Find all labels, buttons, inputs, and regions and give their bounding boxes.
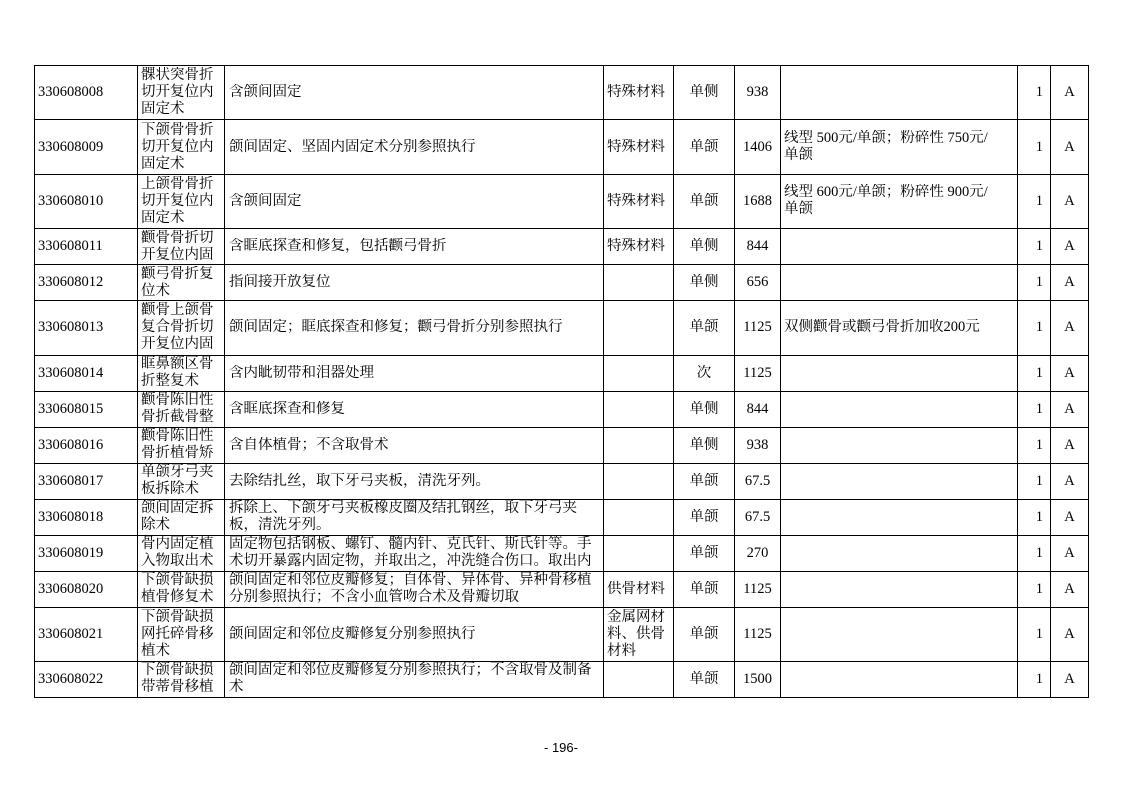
item-code-text: 330608022 <box>38 670 104 687</box>
price-cell <box>735 391 781 427</box>
pricing-unit-text: 单颌 <box>689 138 719 155</box>
item-name-text: 下颌骨骨折切开复位内固定术 <box>141 121 214 172</box>
item-code-cell <box>35 229 138 265</box>
item-content-cell <box>225 265 604 301</box>
remarks-cell <box>781 427 1018 463</box>
price-cell <box>735 661 781 697</box>
item-name-cell <box>138 66 225 120</box>
price-cell <box>735 571 781 607</box>
price-text: 656 <box>746 274 769 291</box>
price-text: 1688 <box>743 192 772 209</box>
category-flag-text: 1 <box>1035 138 1043 155</box>
grade-text: A <box>1064 192 1075 209</box>
table-row <box>35 607 1089 661</box>
excluded-content-cell <box>604 463 674 499</box>
grade-cell <box>1051 391 1089 427</box>
price-cell <box>735 66 781 120</box>
table-row <box>35 427 1089 463</box>
pricing-unit-cell <box>674 661 735 697</box>
grade-text: A <box>1064 84 1075 101</box>
category-flag-text: 1 <box>1035 472 1043 489</box>
item-code-text: 330608009 <box>38 138 104 155</box>
table-row <box>35 66 1089 120</box>
category-flag-text: 1 <box>1035 192 1043 209</box>
item-content-text: 固定物包括钢板、螺钉、髓内针、克氏针、斯氏针等。手术切开暴露内固定物，并取出之，冲洗缝合伤口。取出内 <box>229 536 592 570</box>
category-flag-cell <box>1018 571 1051 607</box>
item-code-cell <box>35 174 138 228</box>
price-cell <box>735 265 781 301</box>
category-flag-cell <box>1018 391 1051 427</box>
pricing-unit-text: 单侧 <box>689 400 719 417</box>
price-text: 67.5 <box>744 472 771 489</box>
item-name-cell <box>138 174 225 228</box>
remarks-text: 双侧颧骨或颧弓骨折加收200元 <box>784 319 980 336</box>
category-flag-cell <box>1018 229 1051 265</box>
table-row <box>35 229 1089 265</box>
remarks-text: 线型 500元/单颌；粉碎性 750元/单颌 <box>784 130 988 164</box>
item-content-text: 去除结扎丝，取下牙弓夹板，清洗牙列。 <box>229 472 490 489</box>
category-flag-cell <box>1018 66 1051 120</box>
category-flag-text: 1 <box>1035 544 1043 561</box>
price-text: 1125 <box>743 319 772 336</box>
grade-text: A <box>1064 472 1075 489</box>
item-code-text: 330608019 <box>38 544 104 561</box>
grade-cell <box>1051 463 1089 499</box>
item-name-cell <box>138 499 225 535</box>
pricing-unit-cell <box>674 607 735 661</box>
item-name-text: 单颌牙弓夹板拆除术 <box>141 464 214 498</box>
remarks-cell <box>781 120 1018 174</box>
item-content-text: 颌间固定和邻位皮瓣修复；自体骨、异体骨、异种骨移植分别参照执行；不含小血管吻合术及骨瓣切取 <box>229 572 592 606</box>
remarks-cell <box>781 661 1018 697</box>
pricing-unit-cell <box>674 229 735 265</box>
item-content-cell <box>225 499 604 535</box>
price-cell <box>735 229 781 265</box>
item-name-cell <box>138 607 225 661</box>
table-row <box>35 661 1089 697</box>
item-code-text: 330608015 <box>38 400 104 417</box>
grade-cell <box>1051 535 1089 571</box>
excluded-content-cell <box>604 499 674 535</box>
remarks-cell <box>781 499 1018 535</box>
item-name-text: 眶鼻额区骨折整复术 <box>141 356 214 390</box>
pricing-unit-cell <box>674 301 735 355</box>
grade-cell <box>1051 66 1089 120</box>
price-cell <box>735 120 781 174</box>
price-text: 844 <box>746 238 769 255</box>
category-flag-cell <box>1018 174 1051 228</box>
excluded-content-cell <box>604 661 674 697</box>
excluded-content-text: 特殊材料 <box>607 192 665 209</box>
grade-cell <box>1051 355 1089 391</box>
price-text: 1125 <box>743 625 772 642</box>
item-name-cell <box>138 120 225 174</box>
price-text: 844 <box>746 400 769 417</box>
item-name-text: 骨内固定植入物取出术 <box>141 536 214 570</box>
item-code-text: 330608018 <box>38 508 104 525</box>
item-code-cell <box>35 66 138 120</box>
pricing-unit-text: 单侧 <box>689 436 719 453</box>
grade-cell <box>1051 174 1089 228</box>
grade-cell <box>1051 229 1089 265</box>
item-code-cell <box>35 265 138 301</box>
item-content-cell <box>225 607 604 661</box>
grade-cell <box>1051 607 1089 661</box>
pricing-unit-text: 单颌 <box>689 670 719 687</box>
category-flag-text: 1 <box>1035 84 1043 101</box>
remarks-cell <box>781 391 1018 427</box>
item-code-cell <box>35 427 138 463</box>
item-content-text: 含自体植骨；不含取骨术 <box>229 436 389 453</box>
item-name-cell <box>138 265 225 301</box>
grade-text: A <box>1064 508 1075 525</box>
grade-text: A <box>1064 238 1075 255</box>
grade-text: A <box>1064 580 1075 597</box>
item-name-text: 髁状突骨折切开复位内固定术 <box>141 67 214 118</box>
price-cell <box>735 535 781 571</box>
category-flag-text: 1 <box>1035 319 1043 336</box>
category-flag-cell <box>1018 355 1051 391</box>
item-name-text: 下颌骨缺损带蒂骨移植 <box>141 662 214 696</box>
price-text: 1500 <box>743 670 772 687</box>
item-content-cell <box>225 229 604 265</box>
item-content-cell <box>225 301 604 355</box>
grade-text: A <box>1064 138 1075 155</box>
item-name-text: 下颌骨缺损植骨修复术 <box>141 572 214 606</box>
category-flag-text: 1 <box>1035 670 1043 687</box>
grade-cell <box>1051 571 1089 607</box>
item-content-cell <box>225 535 604 571</box>
pricing-unit-text: 单颌 <box>689 544 719 561</box>
grade-cell <box>1051 120 1089 174</box>
category-flag-text: 1 <box>1035 238 1043 255</box>
excluded-content-text: 特殊材料 <box>607 138 665 155</box>
category-flag-text: 1 <box>1035 436 1043 453</box>
grade-text: A <box>1064 436 1075 453</box>
grade-text: A <box>1064 274 1075 291</box>
category-flag-cell <box>1018 535 1051 571</box>
item-content-text: 颌间固定和邻位皮瓣修复分别参照执行 <box>229 625 476 642</box>
item-content-cell <box>225 571 604 607</box>
item-name-text: 颧骨陈旧性骨折截骨整 <box>141 392 214 426</box>
pricing-unit-text: 单颌 <box>689 192 719 209</box>
item-name-text: 颧骨上颌骨复合骨折切开复位内固 <box>141 302 214 353</box>
item-content-cell <box>225 463 604 499</box>
price-text: 1125 <box>743 580 772 597</box>
page-number: - 196- <box>544 740 578 755</box>
item-content-cell <box>225 355 604 391</box>
category-flag-cell <box>1018 661 1051 697</box>
item-name-text: 颧骨骨折切开复位内固 <box>141 229 214 263</box>
pricing-unit-cell <box>674 355 735 391</box>
item-code-cell <box>35 355 138 391</box>
table-row <box>35 535 1089 571</box>
grade-cell <box>1051 661 1089 697</box>
remarks-cell <box>781 463 1018 499</box>
grade-text: A <box>1064 670 1075 687</box>
pricing-unit-cell <box>674 120 735 174</box>
excluded-content-cell <box>604 607 674 661</box>
category-flag-text: 1 <box>1035 625 1043 642</box>
item-content-text: 指间接开放复位 <box>229 274 331 291</box>
pricing-unit-text: 次 <box>696 364 712 381</box>
category-flag-cell <box>1018 265 1051 301</box>
price-cell <box>735 301 781 355</box>
item-name-text: 上颌骨骨折切开复位内固定术 <box>141 175 214 226</box>
excluded-content-cell <box>604 66 674 120</box>
category-flag-cell <box>1018 499 1051 535</box>
category-flag-text: 1 <box>1035 274 1043 291</box>
category-flag-cell <box>1018 427 1051 463</box>
pricing-unit-text: 单颌 <box>689 625 719 642</box>
remarks-cell <box>781 607 1018 661</box>
pricing-unit-cell <box>674 174 735 228</box>
price-cell <box>735 355 781 391</box>
pricing-unit-cell <box>674 535 735 571</box>
item-name-text: 颧弓骨折复位术 <box>141 265 214 299</box>
category-flag-cell <box>1018 120 1051 174</box>
item-code-cell <box>35 391 138 427</box>
category-flag-cell <box>1018 301 1051 355</box>
item-content-text: 含眶底探查和修复 <box>229 400 345 417</box>
pricing-unit-text: 单颌 <box>689 472 719 489</box>
pricing-unit-cell <box>674 391 735 427</box>
excluded-content-cell <box>604 120 674 174</box>
excluded-content-cell <box>604 391 674 427</box>
pricing-unit-text: 单侧 <box>689 84 719 101</box>
remarks-cell <box>781 265 1018 301</box>
category-flag-text: 1 <box>1035 580 1043 597</box>
item-code-text: 330608010 <box>38 192 104 209</box>
item-name-cell <box>138 427 225 463</box>
remarks-cell <box>781 66 1018 120</box>
remarks-cell <box>781 535 1018 571</box>
grade-text: A <box>1064 400 1075 417</box>
pricing-unit-cell <box>674 499 735 535</box>
item-name-text: 颧骨陈旧性骨折植骨矫 <box>141 428 214 462</box>
pricing-unit-cell <box>674 571 735 607</box>
price-cell <box>735 499 781 535</box>
table-row <box>35 355 1089 391</box>
item-content-text: 拆除上、下颌牙弓夹板橡皮圈及结扎钢丝，取下牙弓夹板，清洗牙列。 <box>229 500 577 534</box>
grade-cell <box>1051 499 1089 535</box>
grade-text: A <box>1064 364 1075 381</box>
fee-schedule-table <box>34 65 1089 698</box>
excluded-content-cell <box>604 535 674 571</box>
item-code-cell <box>35 120 138 174</box>
price-text: 938 <box>746 84 769 101</box>
item-content-cell <box>225 661 604 697</box>
excluded-content-text: 供骨材料 <box>607 580 665 597</box>
pricing-unit-cell <box>674 265 735 301</box>
table-row <box>35 463 1089 499</box>
price-cell <box>735 607 781 661</box>
pricing-unit-cell <box>674 463 735 499</box>
item-code-cell <box>35 499 138 535</box>
item-code-text: 330608011 <box>38 238 103 255</box>
item-name-cell <box>138 661 225 697</box>
table-row <box>35 499 1089 535</box>
excluded-content-cell <box>604 355 674 391</box>
excluded-content-cell <box>604 427 674 463</box>
price-text: 67.5 <box>744 508 771 525</box>
category-flag-text: 1 <box>1035 508 1043 525</box>
excluded-content-cell <box>604 301 674 355</box>
table-row <box>35 265 1089 301</box>
item-content-cell <box>225 120 604 174</box>
excluded-content-text: 特殊材料 <box>607 238 665 255</box>
item-code-text: 330608014 <box>38 364 104 381</box>
table-row <box>35 120 1089 174</box>
price-cell <box>735 463 781 499</box>
pricing-unit-text: 单侧 <box>689 274 719 291</box>
table-row <box>35 301 1089 355</box>
item-code-text: 330608013 <box>38 319 104 336</box>
price-text: 938 <box>746 436 769 453</box>
price-cell <box>735 427 781 463</box>
grade-text: A <box>1064 544 1075 561</box>
item-content-text: 含颌间固定 <box>229 192 302 209</box>
pricing-unit-text: 单颌 <box>689 580 719 597</box>
pricing-unit-text: 单颌 <box>689 319 719 336</box>
grade-text: A <box>1064 625 1075 642</box>
excluded-content-cell <box>604 265 674 301</box>
item-code-text: 330608017 <box>38 472 104 489</box>
excluded-content-text: 金属网材料、供骨材料 <box>607 608 665 659</box>
pricing-unit-cell <box>674 427 735 463</box>
item-content-cell <box>225 66 604 120</box>
grade-text: A <box>1064 319 1075 336</box>
grade-cell <box>1051 427 1089 463</box>
item-code-text: 330608020 <box>38 580 104 597</box>
table-row <box>35 571 1089 607</box>
remarks-text: 线型 600元/单颌；粉碎性 900元/单颌 <box>784 184 988 218</box>
pricing-unit-text: 单侧 <box>689 238 719 255</box>
item-content-text: 颌间固定和邻位皮瓣修复分别参照执行；不含取骨及制备术 <box>229 662 592 696</box>
category-flag-cell <box>1018 607 1051 661</box>
grade-cell <box>1051 265 1089 301</box>
item-name-cell <box>138 391 225 427</box>
grade-cell <box>1051 301 1089 355</box>
remarks-cell <box>781 174 1018 228</box>
excluded-content-text: 特殊材料 <box>607 84 665 101</box>
category-flag-cell <box>1018 463 1051 499</box>
item-code-cell <box>35 661 138 697</box>
table-row <box>35 174 1089 228</box>
pricing-unit-cell <box>674 66 735 120</box>
remarks-cell <box>781 571 1018 607</box>
item-content-cell <box>225 427 604 463</box>
item-name-cell <box>138 463 225 499</box>
remarks-cell <box>781 301 1018 355</box>
item-content-text: 颌间固定、坚固内固定术分别参照执行 <box>229 138 476 155</box>
pricing-unit-text: 单颌 <box>689 508 719 525</box>
item-name-cell <box>138 355 225 391</box>
item-content-text: 含眶底探查和修复，包括颧弓骨折 <box>229 238 447 255</box>
item-code-cell <box>35 571 138 607</box>
item-code-cell <box>35 535 138 571</box>
excluded-content-cell <box>604 174 674 228</box>
item-code-text: 330608016 <box>38 436 104 453</box>
remarks-cell <box>781 229 1018 265</box>
item-code-text: 330608021 <box>38 625 104 642</box>
item-code-cell <box>35 463 138 499</box>
price-text: 270 <box>746 544 769 561</box>
item-content-cell <box>225 391 604 427</box>
excluded-content-cell <box>604 229 674 265</box>
item-name-cell <box>138 229 225 265</box>
item-name-cell <box>138 301 225 355</box>
item-code-text: 330608012 <box>38 274 104 291</box>
item-name-cell <box>138 535 225 571</box>
price-text: 1125 <box>743 364 772 381</box>
item-code-cell <box>35 301 138 355</box>
category-flag-text: 1 <box>1035 364 1043 381</box>
excluded-content-cell <box>604 571 674 607</box>
price-cell <box>735 174 781 228</box>
item-content-cell <box>225 174 604 228</box>
remarks-cell <box>781 355 1018 391</box>
item-content-text: 颌间固定；眶底探查和修复；颧弓骨折分别参照执行 <box>229 319 563 336</box>
item-name-text: 颌间固定拆除术 <box>141 500 214 534</box>
item-code-text: 330608008 <box>38 84 104 101</box>
item-code-cell <box>35 607 138 661</box>
item-name-cell <box>138 571 225 607</box>
item-content-text: 含颌间固定 <box>229 84 302 101</box>
price-text: 1406 <box>743 138 772 155</box>
table-body <box>35 66 1089 698</box>
item-content-text: 含内眦韧带和泪器处理 <box>229 364 374 381</box>
table-row <box>35 391 1089 427</box>
category-flag-text: 1 <box>1035 400 1043 417</box>
item-name-text: 下颌骨缺损网托碎骨移植术 <box>141 608 214 659</box>
